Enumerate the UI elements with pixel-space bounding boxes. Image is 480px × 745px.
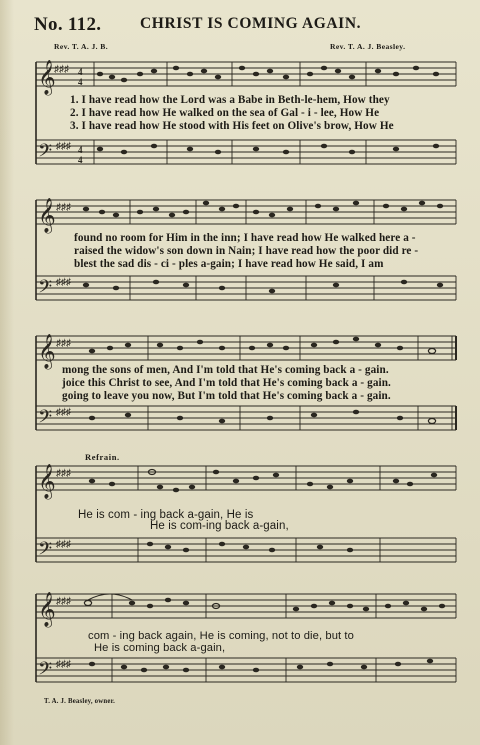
verse2-line-c: joice this Christ to see, And I'm told that He's coming back a - gain. <box>62 377 391 389</box>
svg-text:♯♯♯: ♯♯♯ <box>56 277 71 288</box>
svg-text:𝄢: 𝄢 <box>38 141 53 166</box>
svg-text:♯♯♯: ♯♯♯ <box>56 659 71 670</box>
svg-text:♯♯♯: ♯♯♯ <box>56 407 71 418</box>
copyright-footer: T. A. J. Beasley, owner. <box>44 698 116 705</box>
verse3-line-a: 3. I have read how He stood with His feet on Olive's brow, How He <box>70 120 394 132</box>
verse1-line-b: found no room for Him in the inn; I have read how He walked here a - <box>74 232 416 244</box>
verse2-line-a: 2. I have read how He walked on the sea of Gal - i - lee, How He <box>70 107 380 119</box>
svg-text:♯♯♯: ♯♯♯ <box>56 338 71 349</box>
refrain-bass-line-2: He is coming back a-gain, <box>94 642 226 654</box>
svg-text:𝄢: 𝄢 <box>38 277 53 302</box>
hymn-number: No. 112. <box>34 14 102 35</box>
svg-text:𝄞: 𝄞 <box>38 60 56 95</box>
svg-text:4: 4 <box>78 155 83 165</box>
svg-text:𝄢: 𝄢 <box>38 539 53 564</box>
refrain-soprano-line-1: He is com - ing back a-gain, He is <box>78 509 254 521</box>
svg-text:𝄞: 𝄞 <box>38 464 56 499</box>
refrain-label: Refrain. <box>85 452 120 462</box>
svg-text:♯♯♯: ♯♯♯ <box>56 141 71 152</box>
svg-text:𝄞: 𝄞 <box>38 592 56 627</box>
svg-text:𝄞: 𝄞 <box>38 334 56 369</box>
svg-text:𝄢: 𝄢 <box>38 407 53 432</box>
refrain-bass-line-1: He is com-ing back a-gain, <box>150 520 289 532</box>
svg-text:𝄢: 𝄢 <box>38 659 53 684</box>
svg-text:4: 4 <box>78 77 83 87</box>
svg-text:4: 4 <box>78 145 83 155</box>
svg-text:♯♯♯: ♯♯♯ <box>56 539 71 550</box>
svg-text:4: 4 <box>78 67 83 77</box>
verse2-line-b: raised the widow's son down in Nain; I have read how the poor did re - <box>74 245 419 257</box>
words-credit: Rev. T. A. J. B. <box>54 42 109 51</box>
verse1-line-c: mong the sons of men, And I'm told that He's coming back a - gain. <box>62 364 389 376</box>
hymn-title: CHRIST IS COMING AGAIN. <box>140 15 362 32</box>
verse3-line-c: going to leave you now, But I'm told that He's coming back a - gain. <box>62 390 391 402</box>
verse3-line-b: blest the sad dis - ci - ples a-gain; I have read how He said, I am <box>74 258 384 270</box>
verse1-line-a: 1. I have read how the Lord was a Babe in Beth-le-hem, How they <box>70 94 390 106</box>
svg-text:♯♯♯: ♯♯♯ <box>56 468 71 479</box>
svg-text:♯♯♯: ♯♯♯ <box>54 64 69 75</box>
refrain-soprano-line-2: com - ing back again, He is coming, not to die, but to <box>88 630 354 642</box>
music-credit: Rev. T. A. J. Beasley. <box>330 42 406 51</box>
svg-text:♯♯♯: ♯♯♯ <box>56 596 71 607</box>
svg-text:𝄞: 𝄞 <box>38 198 56 233</box>
svg-text:♯♯♯: ♯♯♯ <box>56 202 71 213</box>
